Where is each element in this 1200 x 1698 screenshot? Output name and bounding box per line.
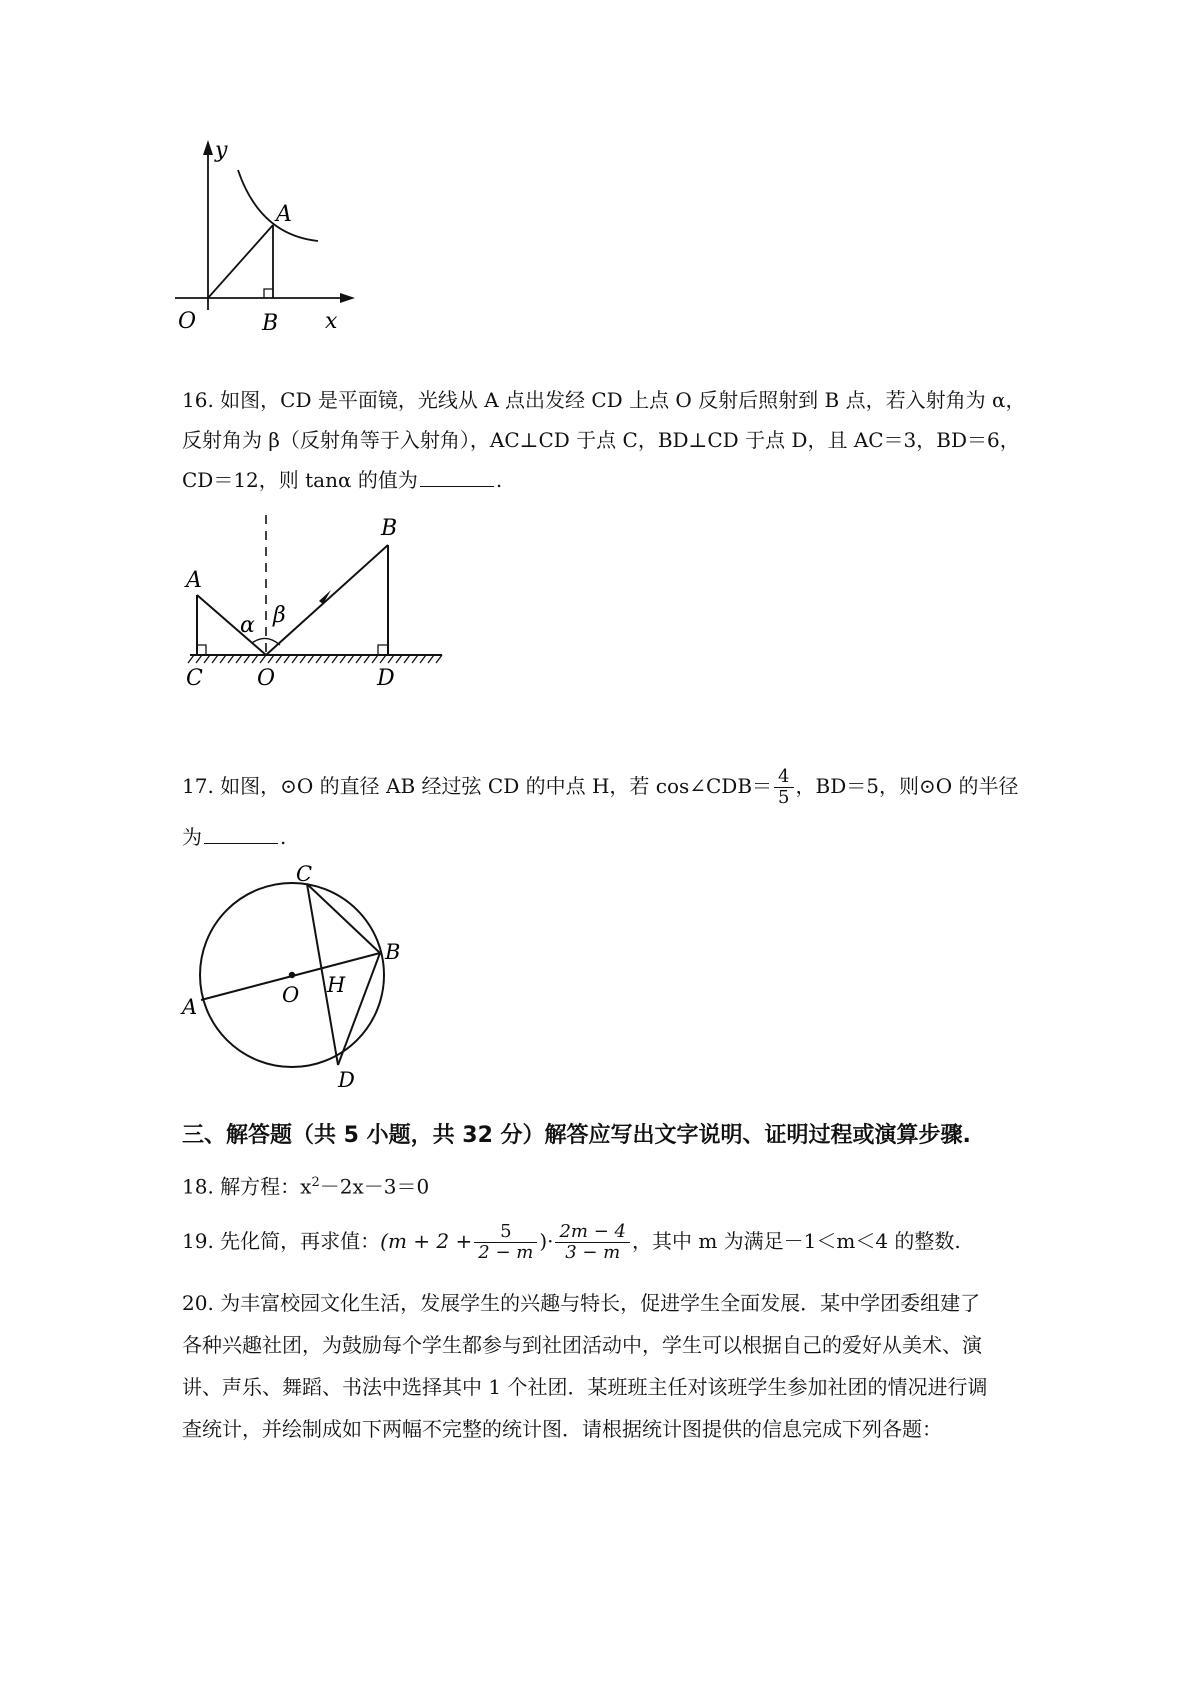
fraction-q19-first: $\frac{5}{2 - m}$ [474, 1222, 537, 1263]
q20-line-4: 查统计，并绘制成如下两幅不完整的统计图．请根据统计图提供的信息完成下列各题： [182, 1417, 942, 1441]
figure-17-circle [180, 862, 420, 1092]
fig15-label-b: B [262, 311, 279, 336]
fig16-label-c: C [186, 666, 203, 691]
fig15-label-y: y [215, 138, 228, 163]
q20-line-3: 讲、声乐、舞蹈、书法中选择其中 1 个社团．某班班主任对该班学生参加社团的情况进行调 [182, 1375, 988, 1399]
fig16-label-b: B [381, 516, 398, 541]
fig16-label-alpha: α [240, 613, 255, 638]
answer-blank-17 [204, 823, 278, 844]
q17-line-2: 为 . [182, 825, 287, 849]
section-3-title: 三、解答题（共 5 小题，共 32 分）解答应写出文字说明、证明过程或演算步骤. [182, 1123, 971, 1148]
figure-15-graph [170, 135, 370, 335]
fig17-label-d: D [338, 1068, 355, 1092]
fig17-label-c: C [296, 862, 313, 886]
fig17-label-o: O [282, 983, 300, 1007]
answer-blank-16 [420, 466, 494, 487]
fig17-label-h: H [327, 973, 346, 997]
fig15-label-x: x [325, 309, 338, 334]
fig16-label-a: A [186, 568, 202, 593]
q20-line-2: 各种兴趣社团，为鼓励每个学生都参与到社团活动中，学生可以根据自己的爱好从美术、演 [182, 1333, 982, 1357]
q19-line: 19. 先化简，再求值：(m + 2 + $\frac{5}{2 - m}$ )· $\frac{2m - 4}{3 - m}$ ，其中 m 为满足－1＜m＜4 的整数. [182, 1221, 961, 1263]
q17-line-1: 17. 如图，⊙O 的直径 AB 经过弦 CD 的中点 H，若 cos∠CDB＝ $\frac{4}{5}$ ，BD＝5，则⊙O 的半径 [182, 766, 1019, 808]
fig17-label-b: B [385, 940, 401, 964]
figure-16-mirror [180, 505, 460, 705]
fig16-label-o: O [257, 666, 276, 691]
q18-line: 18. 解方程：$x^2-2x-3=0$ [182, 1174, 430, 1199]
fig15-label-o: O [178, 309, 197, 334]
q16-line-2: 反射角为 β（反射角等于入射角），AC⊥CD 于点 C，BD⊥CD 于点 D，且 AC＝3，BD＝6， [182, 428, 1020, 452]
fig16-label-beta: β [273, 603, 286, 628]
fig15-label-a: A [276, 202, 292, 227]
q16-line-1: 16. 如图，CD 是平面镜，光线从 A 点出发经 CD 上点 O 反射后照射到 B 点，若入射角为 α， [182, 388, 1026, 412]
q20-line-1: 20. 为丰富校园文化生活，发展学生的兴趣与特长，促进学生全面发展．某中学团委组建了 [182, 1291, 981, 1315]
fraction-q19-second: $\frac{2m - 4}{3 - m}$ [555, 1222, 630, 1263]
fig16-label-d: D [377, 666, 395, 691]
fig17-label-a: A [182, 995, 198, 1019]
fraction-cos: $\frac{4}{5}$ [774, 767, 793, 808]
q16-line-3: CD＝12，则 tanα 的值为 . [182, 468, 503, 492]
